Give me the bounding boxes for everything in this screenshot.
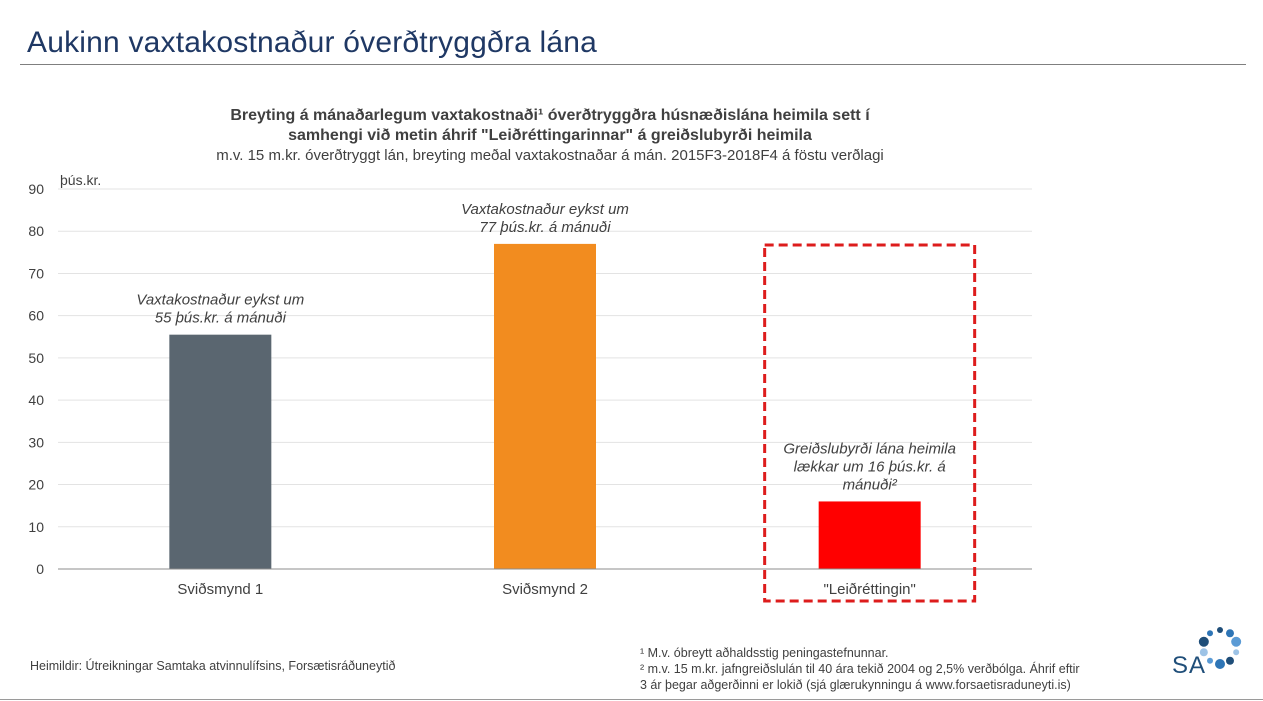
logo-dot — [1207, 630, 1213, 636]
logo-dot — [1199, 637, 1209, 647]
bar-annotation-line: Vaxtakostnaður eykst um — [461, 200, 629, 218]
footnote-2: ² m.v. 15 m.kr. jafngreiðslulán til 40 ára tekið 2004 og 2,5% verðbólga. Áhrif eftir — [640, 662, 1080, 676]
x-tick-label: "Leiðréttingin" — [823, 581, 916, 598]
y-tick-label: 60 — [28, 307, 44, 324]
logo-dot — [1217, 627, 1223, 633]
y-tick-label: 20 — [28, 476, 44, 493]
slide-title: Aukinn vaxtakostnaður óverðtryggðra lána — [27, 26, 598, 59]
y-tick-label: 80 — [28, 223, 44, 240]
x-tick-label: Sviðsmynd 1 — [177, 581, 264, 598]
y-tick-label: 70 — [28, 265, 44, 282]
y-axis-ticks — [28, 181, 44, 577]
y-tick-label: 30 — [28, 434, 44, 451]
y-axis-label: þús.kr. — [60, 172, 102, 188]
bar-annotation-line: lækkar um 16 þús.kr. á — [793, 458, 946, 476]
x-tick-label: Sviðsmynd 2 — [502, 581, 588, 598]
logo-dot — [1226, 629, 1234, 637]
logo-dot — [1226, 657, 1234, 665]
chart-subtitle: m.v. 15 m.kr. óverðtryggt lán, breyting meðal vaxtakostnaðar á mán. 2015F3-2018F4 á föstu verðlagi — [216, 147, 884, 164]
bar-annotation-line: mánuði² — [842, 476, 897, 494]
logo-dot — [1231, 637, 1241, 647]
bar-annotation-line: 55 þús.kr. á mánuði — [154, 309, 286, 327]
logo-dot — [1215, 659, 1225, 669]
x-axis-labels — [177, 581, 915, 598]
y-tick-label: 40 — [28, 392, 44, 409]
y-tick-label: 50 — [28, 349, 44, 366]
y-tick-label: 0 — [36, 561, 44, 577]
logo-dot — [1233, 649, 1239, 655]
y-tick-label: 90 — [28, 181, 44, 197]
bar-3 — [819, 501, 921, 569]
y-tick-label: 10 — [28, 518, 44, 535]
bar-annotation-line: Greiðslubyrði lána heimila — [783, 440, 956, 458]
logo-dot — [1207, 658, 1213, 664]
footnote-2-cont: 3 ár þegar aðgerðinni er lokið (sjá glærukynningu á www.forsaetisraduneyti.is) — [640, 678, 1071, 692]
footnotes — [640, 645, 1165, 693]
footnote-1: ¹ M.v. óbreytt aðhaldsstig peningastefnunnar. — [640, 646, 889, 660]
bar-annotation-line: Vaxtakostnaður eykst um — [136, 291, 305, 309]
sources-note: Heimildir: Útreikningar Samtaka atvinnulífsins, Forsætisráðuneytið — [30, 659, 396, 673]
bottom-divider — [0, 699, 1263, 700]
bar-annotation-line: 77 þús.kr. á mánuði — [479, 218, 611, 236]
chart-title-line-2: samhengi við metin áhrif "Leiðréttingarinnar" á greiðslubyrði heimila — [288, 127, 812, 144]
bar-2 — [494, 244, 596, 569]
bar-1 — [169, 335, 271, 569]
sa-logo-text: SA — [1172, 652, 1207, 679]
chart-title-line-1: Breyting á mánaðarlegum vaxtakostnaði¹ óverðtryggðra húsnæðislána heimila sett í — [230, 107, 870, 124]
